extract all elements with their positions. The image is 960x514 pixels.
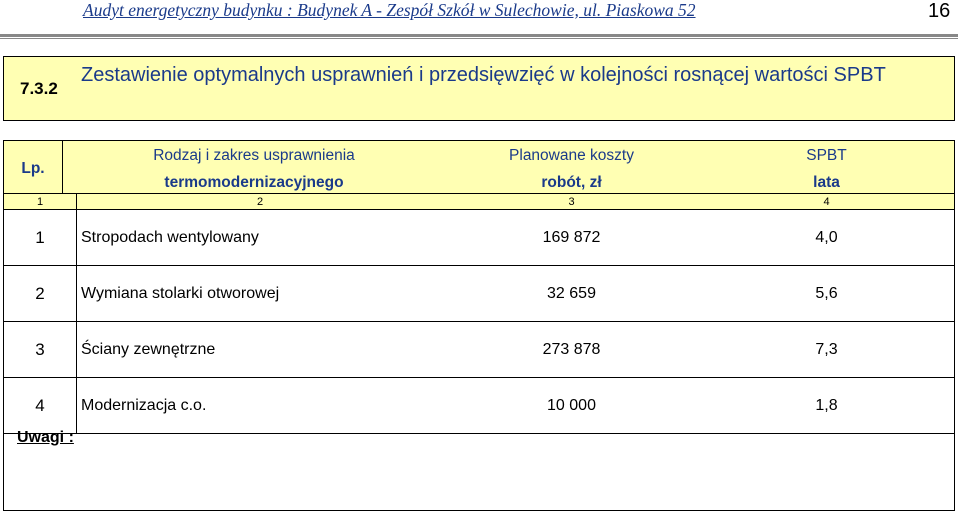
section-heading-box bbox=[3, 56, 955, 121]
row-description: Modernizacja c.o. bbox=[81, 397, 207, 414]
row-spbt: 4,0 bbox=[815, 229, 838, 246]
header-range bbox=[64, 142, 444, 196]
table-row bbox=[4, 210, 954, 266]
header-cost bbox=[444, 142, 699, 196]
row-spbt: 1,8 bbox=[815, 397, 838, 414]
column-divider bbox=[62, 141, 63, 194]
header-spbt-line1: SPBT bbox=[806, 147, 847, 164]
section-number: 7.3.2 bbox=[20, 79, 58, 98]
section-title: Zestawienie optymalnych usprawnień i przedsięwzięć w kolejności rosnącej wartości SPBT bbox=[81, 64, 886, 86]
header-divider-thin bbox=[0, 38, 958, 39]
row-lp: 2 bbox=[35, 284, 45, 303]
column-number: 4 bbox=[823, 196, 830, 208]
row-lp: 3 bbox=[35, 340, 45, 359]
row-description: Stropodach wentylowany bbox=[81, 229, 259, 246]
row-description: Ściany zewnętrzne bbox=[81, 341, 216, 358]
row-spbt: 5,6 bbox=[815, 285, 838, 302]
column-divider bbox=[76, 194, 77, 210]
row-cost: 273 878 bbox=[542, 341, 601, 358]
header-divider bbox=[0, 34, 958, 37]
header-lp: Lp. bbox=[21, 160, 45, 177]
column-number-row bbox=[4, 194, 954, 210]
document-title: Audyt energetyczny budynku : Budynek A - Zespół Szkół w Sulechowie, ul. Piaskowa 52 bbox=[83, 0, 696, 20]
header-range-line1: Rodzaj i zakres usprawnienia bbox=[153, 147, 355, 164]
column-number: 2 bbox=[256, 196, 264, 208]
improvements-table bbox=[3, 140, 955, 511]
row-cost: 10 000 bbox=[547, 397, 596, 414]
notes-label: Uwagi : bbox=[17, 429, 74, 446]
table-row bbox=[4, 378, 954, 434]
row-description: Wymiana stolarki otworowej bbox=[81, 285, 280, 302]
table-header bbox=[4, 141, 954, 194]
row-lp: 4 bbox=[35, 396, 45, 415]
row-spbt: 7,3 bbox=[815, 341, 838, 358]
header-cost-line2: robót, zł bbox=[541, 174, 602, 191]
page-number: 16 bbox=[928, 0, 951, 22]
row-cost: 32 659 bbox=[547, 285, 596, 302]
header-spbt-line2: lata bbox=[813, 174, 840, 191]
page-header bbox=[0, 0, 960, 40]
row-cost: 169 872 bbox=[542, 229, 601, 246]
table-row bbox=[4, 266, 954, 322]
header-cost-line1: Planowane koszty bbox=[509, 147, 634, 164]
column-number: 3 bbox=[568, 196, 575, 208]
table-row bbox=[4, 322, 954, 378]
row-lp: 1 bbox=[35, 228, 45, 247]
header-spbt bbox=[699, 142, 954, 196]
column-number: 1 bbox=[36, 196, 44, 208]
header-range-line2: termomodernizacyjnego bbox=[164, 174, 344, 191]
